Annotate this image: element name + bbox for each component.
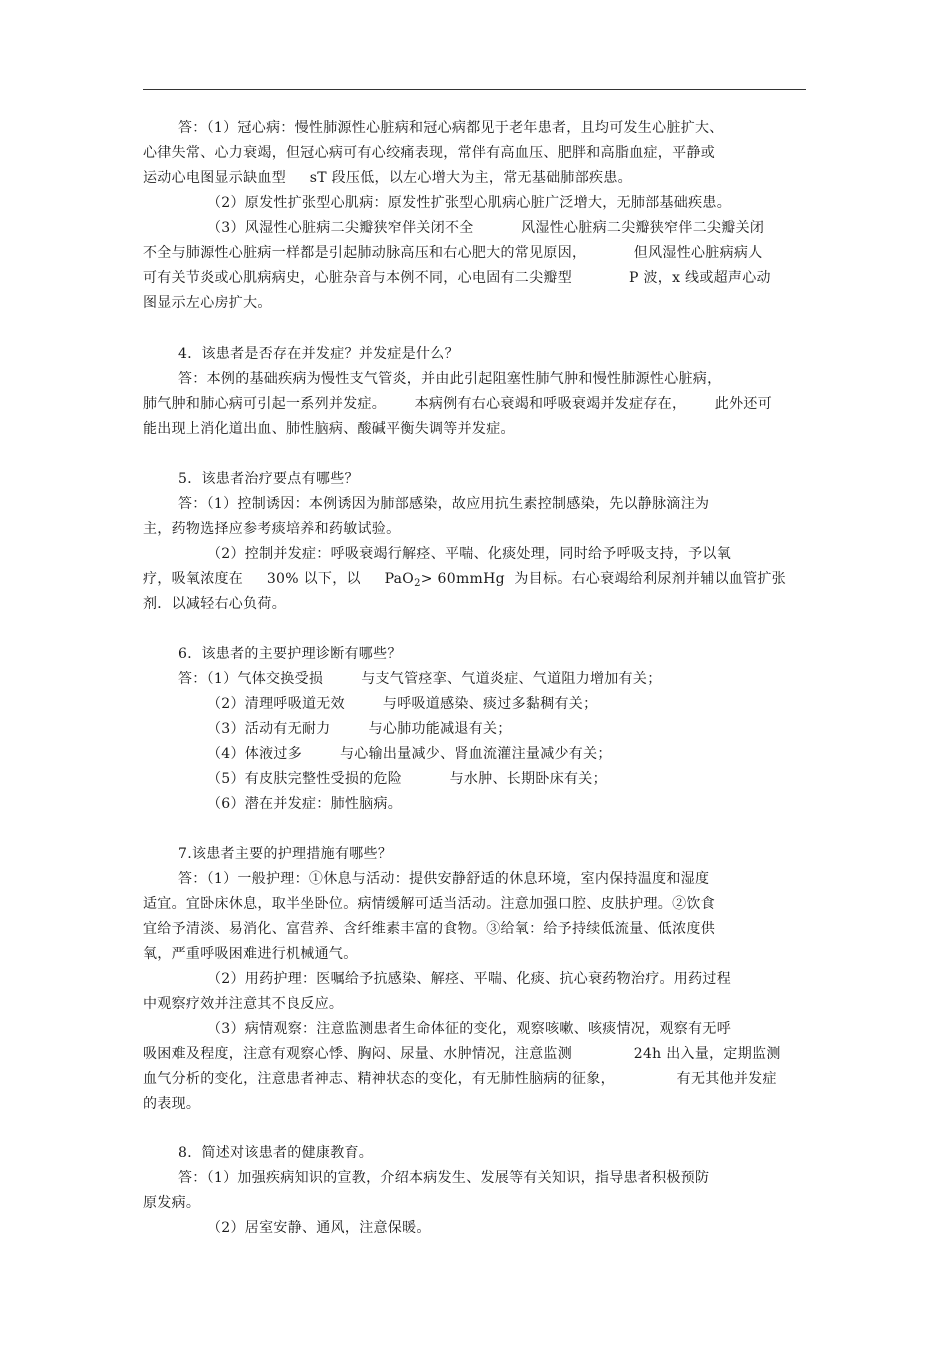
- answer-4-line-2: 肺气肿和肺心病可引起一系列并发症。 本病例有右心衰竭和呼吸衰竭并发症存在， 此外还可: [143, 396, 772, 412]
- answer-5-line-2: 主，药物选择应参考痰培养和药敏试验。: [143, 521, 401, 537]
- answer-7-line-3: 宜给予清淡、易消化、富营养、含纤维素丰富的食物。③给氧：给予持续低流量、低浓度供: [143, 921, 715, 937]
- answer-5-line-1: 答：（1）控制诱因：本例诱因为肺部感染，故应用抗生素控制感染，先以静脉滴注为: [178, 496, 710, 512]
- answer-6-item-5: （5）有皮肤完整性受损的危险 与水肿、长期卧床有关；: [207, 771, 607, 787]
- question-6-heading: 6．该患者的主要护理诊断有哪些？: [178, 646, 402, 662]
- answer-7-line-6: 中观察疗效并注意其不良反应。: [143, 996, 344, 1012]
- answer-3-line-1: 答：（1）冠心病：慢性肺源性心脏病和冠心病都见于老年患者，且均可发生心脏扩大、: [178, 120, 724, 136]
- answer-7-line-7: （3）病情观察：注意监测患者生命体征的变化，观察咳嗽、咳痰情况，观察有无呼: [207, 1021, 732, 1037]
- answer-3-line-4: （2）原发性扩张型心肌病：原发性扩张型心肌病心脏广泛增大，无肺部基础疾患。: [207, 195, 732, 211]
- answer-3-line-6: 不全与肺源性心脏病一样都是引起肺动脉高压和右心肥大的常见原因， 但风湿性心脏病病人: [143, 245, 763, 261]
- answer-3-line-5: （3）风湿性心脏病二尖瓣狭窄伴关闭不全 风湿性心脏病二尖瓣狭窄伴二尖瓣关闭: [207, 220, 765, 236]
- oxygen-text-b: > 60mmHg 为目标。右心衰竭给利尿剂并辅以血管扩张: [420, 571, 787, 587]
- answer-6-item-6: （6）潜在并发症：肺性脑病。: [207, 796, 403, 812]
- question-4-heading: 4．该患者是否存在并发症？并发症是什么？: [178, 346, 459, 362]
- answer-4-line-3: 能出现上消化道出血、肺性脑病、酸碱平衡失调等并发症。: [143, 421, 515, 437]
- oxygen-subscript: 2: [414, 578, 421, 589]
- answer-3-line-3: 运动心电图显示缺血型 sT 段压低，以左心增大为主，常无基础肺部疾患。: [143, 170, 632, 186]
- answer-5-line-5: 剂．以减轻右心负荷。: [143, 596, 286, 612]
- answer-7-line-10: 的表现。: [143, 1096, 201, 1112]
- answer-5-line-3: （2）控制并发症：呼吸衰竭行解痉、平喘、化痰处理，同时给予呼吸支持，予以氧: [207, 546, 732, 562]
- answer-4-line-1: 答：本例的基础疾病为慢性支气管炎，并由此引起阻塞性肺气肿和慢性肺源性心脏病，: [178, 371, 722, 387]
- question-5-heading: 5．该患者治疗要点有哪些？: [178, 471, 359, 487]
- question-8-heading: 8．简述对该患者的健康教育。: [178, 1145, 374, 1161]
- header-rule: [143, 89, 806, 90]
- answer-6-item-1: 答：（1）气体交换受损 与支气管痉挛、气道炎症、气道阻力增加有关；: [178, 671, 662, 687]
- answer-7-line-9: 血气分析的变化，注意患者神志、精神状态的变化，有无肺性脑病的征象， 有无其他并发症: [143, 1071, 777, 1087]
- answer-3-line-2: 心律失常、心力衰竭，但冠心病可有心绞痛表现，常伴有高血压、肥胖和高脂血症，平静或: [143, 145, 715, 161]
- answer-3-line-7: 可有关节炎或心肌病病史，心脏杂音与本例不同，心电固有二尖瓣型 P 波，x 线或超声心动: [143, 270, 771, 286]
- answer-8-line-1: 答：（1）加强疾病知识的宣教，介绍本病发生、发展等有关知识，指导患者积极预防: [178, 1170, 710, 1186]
- answer-7-line-4: 氧，严重呼吸困难进行机械通气。: [143, 946, 358, 962]
- answer-6-item-2: （2）清理呼吸道无效 与呼吸道感染、痰过多黏稠有关；: [207, 696, 598, 712]
- answer-7-line-8: 吸困难及程度，注意有观察心悸、胸闷、尿量、水肿情况，注意监测 24h 出入量，定期监测: [143, 1046, 781, 1062]
- answer-8-line-3: （2）居室安静、通风，注意保暖。: [207, 1220, 431, 1236]
- answer-7-line-1: 答：（1）一般护理：①休息与活动：提供安静舒适的休息环境，室内保持温度和湿度: [178, 871, 710, 887]
- answer-3-line-8: 图显示左心房扩大。: [143, 295, 272, 311]
- oxygen-text-a: 疗，吸氧浓度在 30% 以下，以 PaO: [143, 571, 415, 587]
- answer-7-line-5: （2）用药护理：医嘱给予抗感染、解痉、平喘、化痰、抗心衰药物治疗。用药过程: [207, 971, 732, 987]
- question-7-heading: 7.该患者主要的护理措施有哪些？: [178, 846, 393, 862]
- answer-8-line-2: 原发病。: [143, 1195, 201, 1211]
- answer-6-item-4: （4）体液过多 与心输出量减少、肾血流灌注量减少有关；: [207, 746, 612, 762]
- answer-6-item-3: （3）活动有无耐力 与心肺功能减退有关；: [207, 721, 512, 737]
- answer-7-line-2: 适宜。宜卧床休息，取半坐卧位。病情缓解可适当活动。注意加强口腔、皮肤护理。②饮食: [143, 896, 715, 912]
- answer-5-line-4: [143, 567, 786, 591]
